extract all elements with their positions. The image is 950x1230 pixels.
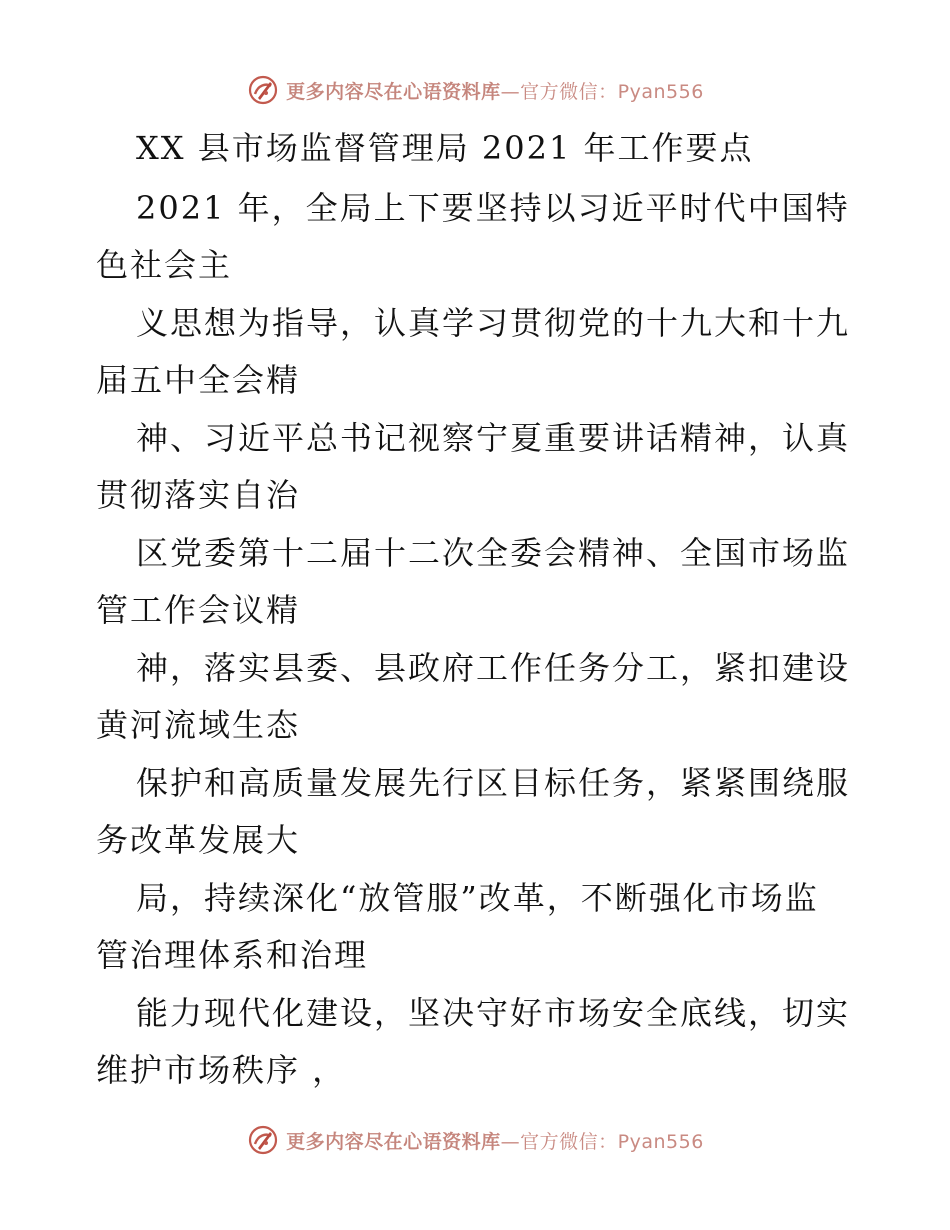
paragraph-line: 务改革发展大 <box>96 821 301 859</box>
paragraph-line: 神，落实县委、县政府工作任务分工，紧扣建设 <box>136 649 851 687</box>
pen-swirl-logo-icon <box>246 73 280 107</box>
paragraph-line: 管治理体系和治理 <box>96 936 369 974</box>
paragraph-line: 贯彻落实自治 <box>96 476 301 514</box>
footer-watermark <box>0 1120 950 1160</box>
watermark-text: 更多内容尽在心语资料库—官方微信：Pyan556 <box>286 1130 704 1153</box>
paragraph-line: 区党委第十二届十二次全委会精神、全国市场监 <box>136 534 851 572</box>
paragraph-line: 局，持续深化“放管服”改革，不断强化市场监 <box>136 879 819 917</box>
paragraph-line: 色社会主 <box>96 246 233 284</box>
paragraph-line: 黄河流域生态 <box>96 706 301 744</box>
paragraph-line: 神、习近平总书记视察宁夏重要讲话精神，认真 <box>136 419 851 457</box>
paragraph-line: 能力现代化建设，坚决守好市场安全底线，切实 <box>136 994 851 1032</box>
pen-swirl-logo-icon <box>246 1123 280 1157</box>
header-watermark <box>0 70 950 110</box>
paragraph-line: 2021 年，全局上下要坚持以习近平时代中国特 <box>136 189 850 227</box>
paragraph-line: 义思想为指导，认真学习贯彻党的十九大和十九 <box>136 304 851 342</box>
paragraph-line: 保护和高质量发展先行区目标任务，紧紧围绕服 <box>136 764 851 802</box>
document-title: XX 县市场监督管理局 2021 年工作要点 <box>136 129 754 167</box>
watermark-text: 更多内容尽在心语资料库—官方微信：Pyan556 <box>286 80 704 103</box>
paragraph-line: 届五中全会精 <box>96 361 301 399</box>
paragraph-line: 管工作会议精 <box>96 591 301 629</box>
paragraph-line: 维护市场秩序 ， <box>96 1051 347 1089</box>
